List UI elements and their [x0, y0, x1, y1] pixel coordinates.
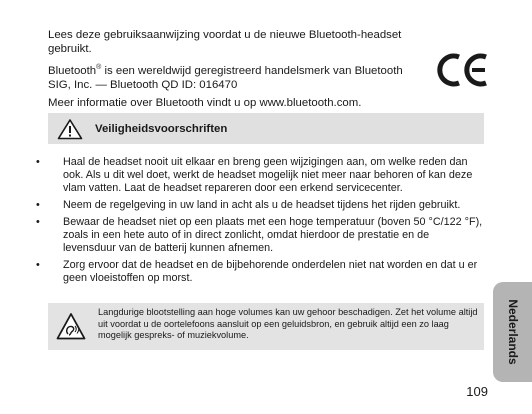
hearing-hazard-icon	[56, 312, 86, 342]
page-number: 109	[466, 384, 488, 399]
safety-section-header	[48, 113, 484, 144]
bluetooth-word: Bluetooth	[48, 64, 97, 77]
section-title: Veiligheidsvoorschriften	[95, 122, 228, 135]
intro-paragraph-3: Meer informatie over Bluetooth vindt u op www.bluetooth.com.	[48, 96, 362, 109]
bullet-item: • Neem de regelgeving in uw land in acht als u de headset tijdens het rijden gebruikt.	[36, 199, 461, 211]
language-tab	[493, 282, 532, 382]
safety-bullet-list	[36, 156, 484, 289]
intro-paragraph-1: Lees deze gebruiksaanwijzing voordat u de nieuwe Bluetooth-headset gebruikt.	[48, 29, 402, 55]
intro-text	[48, 28, 428, 110]
warning-triangle-icon	[57, 118, 83, 140]
bullet-item: • Zorg ervoor dat de headset en de bijbehorende onderdelen niet nat worden en dat u er geen vloeistoffen op morst.	[36, 259, 478, 284]
notice-text: Langdurige blootstelling aan hoge volumes kan uw gehoor beschadigen. Zet het volume altijd uit voordat u de oortelefoons aansluit op een geluidsbron, en gebruik altijd een zo laag mogelijk gespreks- of muziekvolume.	[98, 307, 478, 340]
bullet-item: • Haal de headset nooit uit elkaar en breng geen wijzigingen aan, om welke reden dan ook. Als u dit wel doet, werkt de headset mogelijk niet meer naar behoren of kan deze vlam vatten. Laat de headset repareren door een erkend servicecenter.	[36, 156, 473, 194]
registered-mark: ®	[96, 64, 102, 71]
hearing-notice-box	[48, 303, 484, 350]
trademark-text: is een wereldwijd geregistreerd handelsmerk van Bluetooth SIG, Inc. — Bluetooth QD ID: 016470	[48, 64, 403, 91]
language-tab-label: Nederlands	[505, 299, 520, 365]
intro-paragraph-2	[48, 61, 428, 92]
bullet-item: • Bewaar de headset niet op een plaats met een hoge temperatuur (boven 50 °C/122 °F), zoals in een hete auto of in direct zonlicht, omdat hierdoor de prestatie en de levensduur van de batterij kunnen afnemen.	[36, 216, 483, 254]
ce-mark-icon	[434, 50, 492, 90]
